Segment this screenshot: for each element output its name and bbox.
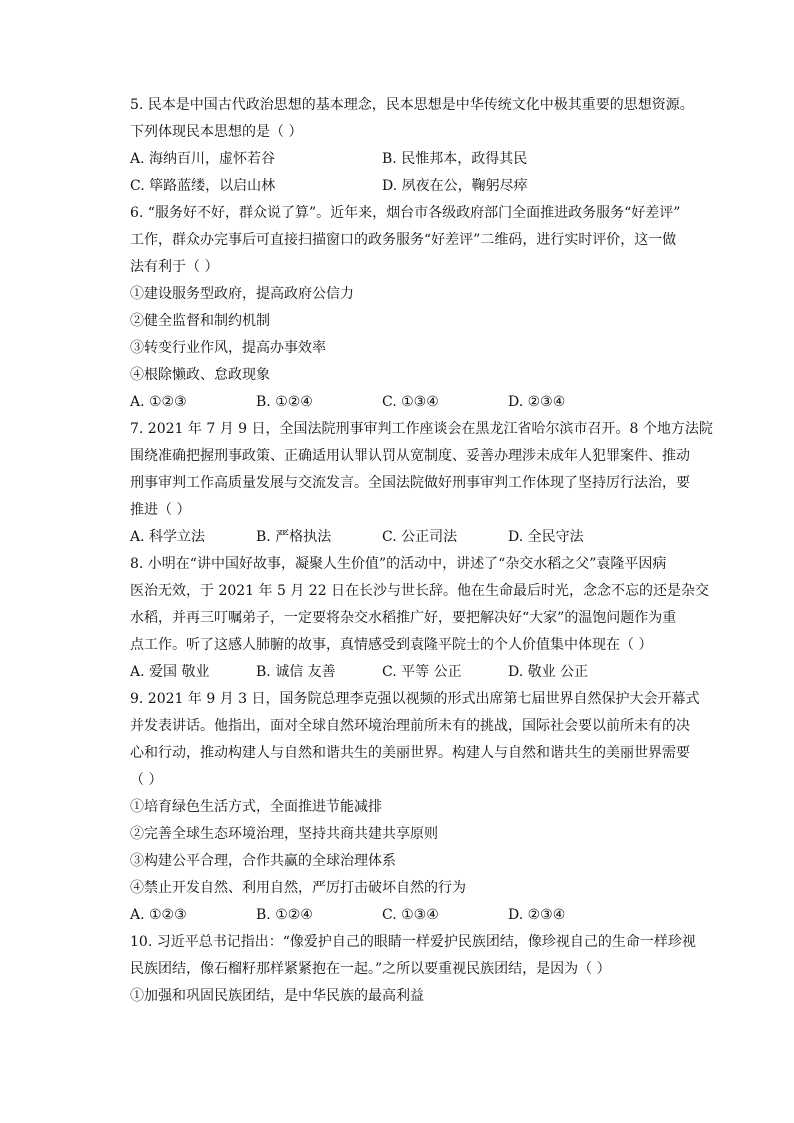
question-list xyxy=(130,92,713,1010)
option-d: D. 夙夜在公，鞠躬尽瘁 xyxy=(382,178,528,194)
statement-item: ②健全监督和制约机制 xyxy=(130,313,270,329)
option-a: A. ①②③ xyxy=(130,907,187,923)
question-stem-line: 推进（ ） xyxy=(130,502,191,518)
option-b: B. 诚信 友善 xyxy=(256,664,336,680)
question-stem-line: 刑事审判工作高质量发展与交流发言。全国法院做好刑事审判工作体现了坚持厉行法治，要 xyxy=(130,475,690,491)
question-stem-line: （ ） xyxy=(130,772,163,788)
statement-item: ③构建公平合理，合作共赢的全球治理体系 xyxy=(130,853,396,869)
option-b: B. 严格执法 xyxy=(256,529,332,545)
option-c: C. 平等 公正 xyxy=(382,664,462,680)
option-c: C. 公正司法 xyxy=(382,529,458,545)
question-stem-line: 8. 小明在“讲中国好故事，凝聚人生价值”的活动中，讲述了“杂交水稻之父”袁隆平因病 xyxy=(130,556,667,572)
question-stem-line: 下列体现民本思想的是（ ） xyxy=(130,124,303,140)
option-c: C. ①③④ xyxy=(382,394,439,410)
option-d: D. ②③④ xyxy=(508,394,566,410)
options-row xyxy=(130,659,710,686)
statement-item: ②完善全球生态环境治理，坚持共商共建共享原则 xyxy=(130,826,438,842)
option-b: B. ①②④ xyxy=(256,394,313,410)
question-stem-line: 水稻，并再三叮嘱弟子，一定要将杂交水稻推广好，要把解决好“大家”的温饱问题作为重 xyxy=(130,610,677,626)
question-10 xyxy=(130,929,710,1010)
question-stem-line: 5. 民本是中国古代政治思想的基本理念，民本思想是中华传统文化中极其重要的思想资源。 xyxy=(130,97,694,113)
question-stem-line: 围绕准确把握刑事政策、正确适用认罪认罚从宽制度、妥善办理涉未成年人犯罪案件、推动 xyxy=(130,448,690,464)
statement-item: ①加强和巩固民族团结，是中华民族的最高利益 xyxy=(130,988,424,1004)
question-stem-line: 7. 2021 年 7 月 9 日，全国法院刑事审判工作座谈会在黑龙江省哈尔滨市召开。8 个地方法院 xyxy=(130,421,713,437)
question-stem-line: 10. 习近平总书记指出：“像爱护自己的眼睛一样爱护民族团结，像珍视自己的生命一样珍视 xyxy=(130,934,696,950)
options-row xyxy=(130,524,710,551)
option-d: D. ②③④ xyxy=(508,907,566,923)
question-7 xyxy=(130,416,713,551)
question-9 xyxy=(130,686,710,929)
option-c: C. 筚路蓝缕，以启山林 xyxy=(130,178,276,194)
question-stem-line: 心和行动，推动构建人与自然和谐共生的美丽世界。构建人与自然和谐共生的美丽世界需要 xyxy=(130,745,690,761)
option-d: D. 敬业 公正 xyxy=(508,664,589,680)
option-b: B. ①②④ xyxy=(256,907,313,923)
question-stem-line: 民族团结，像石榴籽那样紧紧抱在一起。”之所以要重视民族团结，是因为（ ） xyxy=(130,961,611,977)
question-stem-line: 医治无效，于 2021 年 5 月 22 日在长沙与世长辞。他在生命最后时光，念念不忘的还是杂交 xyxy=(130,583,710,599)
option-a: A. 科学立法 xyxy=(130,529,206,545)
options-row xyxy=(130,173,710,200)
option-a: A. 海纳百川，虚怀若谷 xyxy=(130,151,276,167)
option-c: C. ①③④ xyxy=(382,907,439,923)
question-stem-line: 并发表讲话。他指出，面对全球自然环境治理前所未有的挑战，国际社会要以前所未有的决 xyxy=(130,718,690,734)
options-row xyxy=(130,389,710,416)
option-d: D. 全民守法 xyxy=(508,529,584,545)
option-a: A. ①②③ xyxy=(130,394,187,410)
statement-item: ①建设服务型政府，提高政府公信力 xyxy=(130,286,354,302)
question-8 xyxy=(130,551,710,686)
question-stem-line: 工作，群众办完事后可直接扫描窗口的政务服务“好差评”二维码，进行实时评价，这一做 xyxy=(130,232,677,248)
question-stem-line: 6. “服务好不好，群众说了算”。近年来，烟台市各级政府部门全面推进政务服务“好差评” xyxy=(130,205,681,221)
options-row xyxy=(130,902,710,929)
question-stem-line: 法有利于（ ） xyxy=(130,259,219,275)
option-b: B. 民惟邦本，政得其民 xyxy=(382,151,528,167)
option-a: A. 爱国 敬业 xyxy=(130,664,210,680)
question-6 xyxy=(130,200,710,416)
question-5 xyxy=(130,92,710,200)
statement-item: ④禁止开发自然、利用自然，严厉打击破坏自然的行为 xyxy=(130,880,466,896)
statement-item: ①培育绿色生活方式，全面推进节能减排 xyxy=(130,799,382,815)
options-row xyxy=(130,146,710,173)
statement-item: ④根除懒政、怠政现象 xyxy=(130,367,270,383)
question-stem-line: 点工作。听了这感人肺腑的故事，真情感受到袁隆平院士的个人价值集中体现在（ ） xyxy=(130,637,653,653)
question-stem-line: 9. 2021 年 9 月 3 日，国务院总理李克强以视频的形式出席第七届世界自然保护大会开幕式 xyxy=(130,691,700,707)
statement-item: ③转变行业作风，提高办事效率 xyxy=(130,340,326,356)
